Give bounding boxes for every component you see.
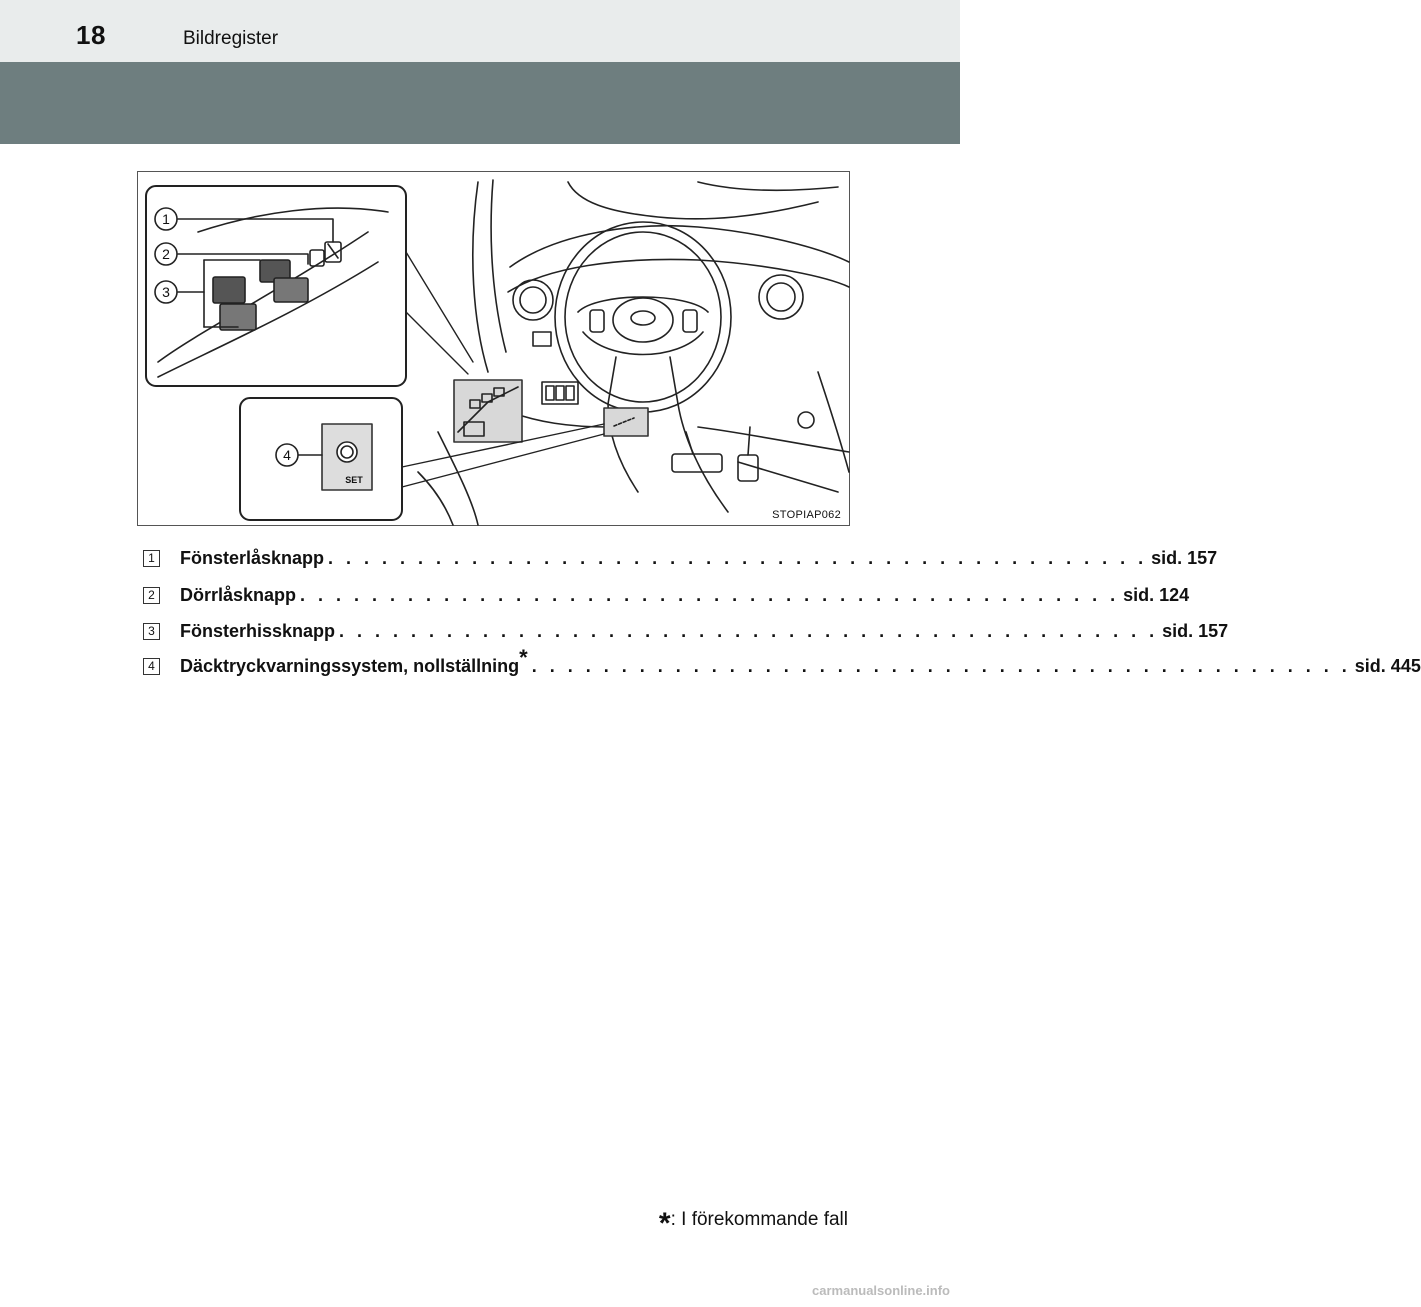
legend-item [143, 543, 1218, 573]
item-number-box: 4 [143, 658, 160, 675]
leader-dots: . . . . . . . . . . . . . . . . . . . . . . . . . . . . . . . . . . . . . . . . . . . . . . [531, 655, 1351, 676]
item-label: Fönsterlåsknapp [180, 547, 325, 568]
watermark: carmanualsonline.info [812, 1283, 950, 1298]
footnote [659, 1207, 848, 1241]
page-reference: sid. 157 [1162, 620, 1229, 641]
legend-item [143, 644, 1421, 681]
page-number: 18 [76, 20, 106, 50]
item-number-box: 3 [143, 623, 160, 640]
leader-dots: . . . . . . . . . . . . . . . . . . . . . . . . . . . . . . . . . . . . . . . . . . . . . . [328, 547, 1148, 568]
leader-dots: . . . . . . . . . . . . . . . . . . . . . . . . . . . . . . . . . . . . . . . . . . . . . . [339, 620, 1159, 641]
dashboard-illustration [137, 171, 850, 526]
callout-4: 4 [283, 447, 291, 463]
page-reference: sid. 445 [1354, 655, 1421, 676]
item-label: Dörrlåsknapp [180, 584, 297, 605]
callout-3: 3 [162, 284, 170, 300]
item-label: Fönsterhissknapp [180, 620, 336, 641]
item-number-box: 1 [143, 550, 160, 567]
footnote-text: : I förekommande fall [670, 1209, 848, 1230]
dashboard-drawing [138, 172, 849, 525]
leader-dots: . . . . . . . . . . . . . . . . . . . . . . . . . . . . . . . . . . . . . . . . . . . . . . [300, 584, 1120, 605]
footnote-marker: * [658, 1207, 671, 1240]
item-number-box: 2 [143, 587, 160, 604]
item-label: Däcktryckvarningssystem, nollställning* [180, 644, 528, 676]
callout-2: 2 [162, 246, 170, 262]
header-strip [0, 0, 960, 62]
legend-item [143, 616, 1229, 646]
callout-1: 1 [162, 211, 170, 227]
page-reference: sid. 157 [1151, 547, 1218, 568]
figure-code: STOPIAP062 [772, 509, 841, 521]
page-reference: sid. 124 [1123, 584, 1190, 605]
legend-item [143, 580, 1190, 610]
set-button-label: SET [345, 475, 363, 485]
asterisk-marker: * [519, 644, 528, 670]
section-title: Bildregister [183, 28, 279, 49]
header-band [0, 62, 960, 144]
